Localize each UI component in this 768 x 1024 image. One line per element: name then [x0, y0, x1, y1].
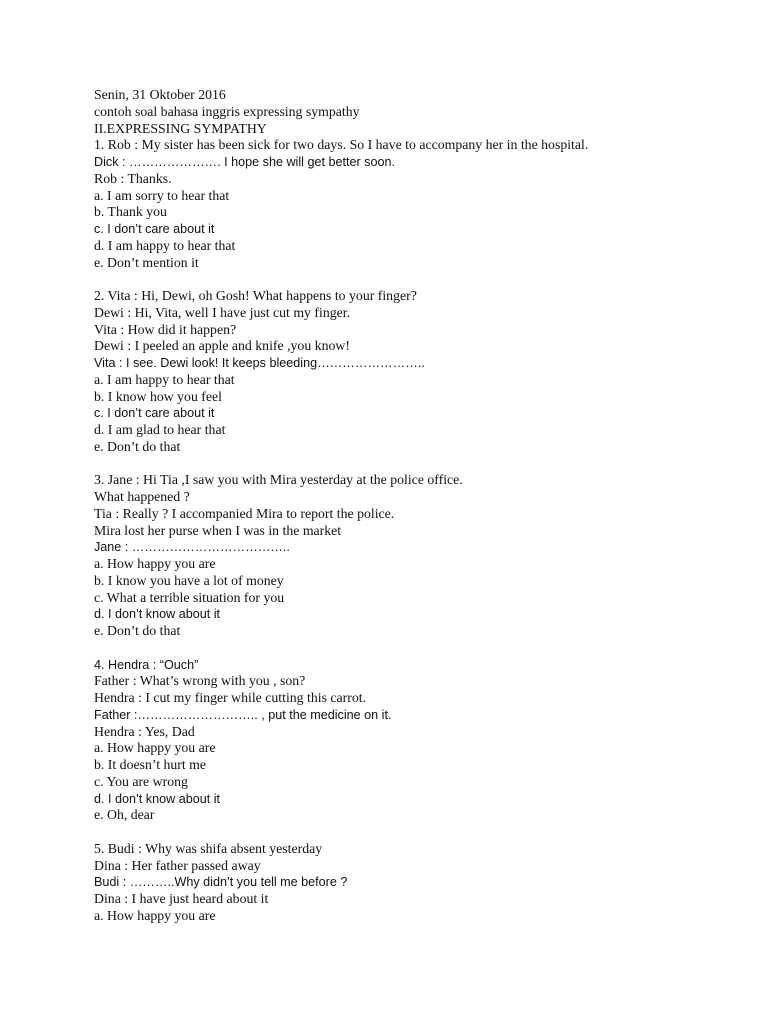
question-line: Dina : I have just heard about it: [94, 891, 269, 906]
blank-line: [94, 271, 734, 288]
question-line: Hendra : Yes, Dad: [94, 723, 195, 739]
section-heading: II.EXPRESSING SYMPATHY: [94, 120, 267, 136]
question-line: a. How happy you are: [94, 740, 216, 756]
question-line: c. I don’t care about it: [94, 406, 215, 421]
question-line: e. Oh, dear: [94, 807, 155, 823]
question-line: Rob : Thanks.: [94, 170, 172, 186]
question-block: [94, 137, 734, 271]
question-line: c. You are wrong: [94, 773, 188, 789]
question-line: a. How happy you are: [94, 556, 216, 571]
question-line: Dewi : I peeled an apple and knife ,you know!: [94, 338, 350, 354]
question-line: e. Don’t mention it: [94, 254, 199, 270]
question-line: b. I know how you feel: [94, 388, 222, 404]
question-line: c. What a terrible situation for you: [94, 589, 285, 605]
question-line: Tia : Really ? I accompanied Mira to report the police.: [94, 505, 395, 521]
question-line: d. I don’t know about it: [94, 791, 221, 806]
question-line: c. I don’t care about it: [94, 222, 215, 236]
question-line: Vita : How did it happen?: [94, 321, 237, 337]
question-line: Dewi : Hi, Vita, well I have just cut my finger.: [94, 304, 351, 320]
question-block: [94, 288, 734, 456]
question-line: Budi : ………..Why didn’t you tell me before ?: [94, 875, 348, 890]
question-line: d. I don’t know about it: [94, 607, 221, 622]
question-line: Hendra : I cut my finger while cutting this carrot.: [94, 690, 367, 705]
question-line: a. I am happy to hear that: [94, 371, 235, 387]
question-prompt: 2. Vita : Hi, Dewi, oh Gosh! What happens to your finger?: [94, 288, 417, 303]
question-prompt: 4. Hendra : “Ouch”: [94, 657, 199, 672]
question-line: Father :……………………….. , put the medicine on it.: [94, 707, 392, 722]
document-subtitle: contoh soal bahasa inggris expressing sympathy: [94, 103, 360, 119]
question-block: [94, 472, 734, 640]
question-line: Father : What’s wrong with you , son?: [94, 673, 306, 689]
question-block: [94, 657, 734, 825]
question-line: d. I am happy to hear that: [94, 237, 236, 253]
question-line: What happened ?: [94, 489, 190, 504]
document-page: [94, 87, 734, 925]
question-line: e. Don’t do that: [94, 438, 181, 454]
document-date: Senin, 31 Oktober 2016: [94, 87, 226, 102]
question-line: Dina : Her father passed away: [94, 857, 261, 873]
question-line: Dick : …………………. I hope she will get better soon.: [94, 155, 395, 169]
question-line: e. Don’t do that: [94, 623, 181, 638]
question-line: a. I am sorry to hear that: [94, 187, 230, 203]
blank-line: [94, 824, 734, 841]
question-line: b. Thank you: [94, 204, 167, 220]
question-prompt: 5. Budi : Why was shifa absent yesterday: [94, 840, 323, 856]
question-line: Jane : ………………………………..: [94, 540, 290, 555]
question-line: b. I know you have a lot of money: [94, 572, 284, 588]
blank-line: [94, 456, 734, 473]
question-line: b. It doesn’t hurt me: [94, 757, 207, 772]
question-line: Mira lost her purse when I was in the market: [94, 522, 342, 538]
question-block: [94, 841, 734, 925]
question-prompt: 1. Rob : My sister has been sick for two days. So I have to accompany her in the hospital.: [94, 137, 589, 153]
question-line: a. How happy you are: [94, 907, 216, 923]
blank-line: [94, 640, 734, 657]
question-list: [94, 137, 734, 924]
question-line: d. I am glad to hear that: [94, 422, 226, 437]
question-line: Vita : I see. Dewi look! It keeps bleeding……………………..: [94, 356, 425, 370]
question-prompt: 3. Jane : Hi Tia ,I saw you with Mira yesterday at the police office.: [94, 472, 463, 488]
